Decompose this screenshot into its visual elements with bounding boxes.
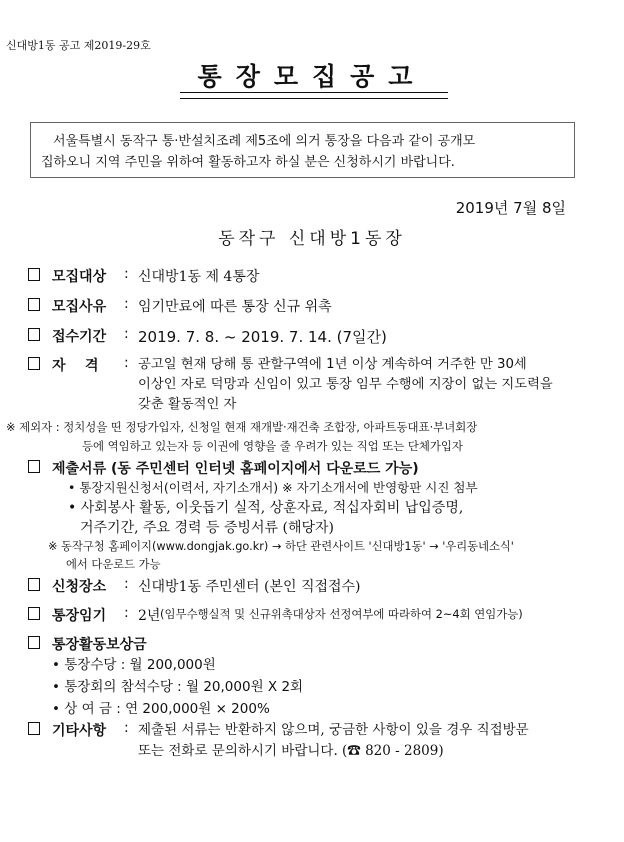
etc-line-2: 또는 전화로 문의하시기 바랍니다. (☎ 820 - 2809)	[138, 743, 444, 759]
item-reason	[28, 296, 598, 316]
colon: :	[124, 266, 129, 282]
item-documents	[28, 458, 598, 572]
item-compensation	[28, 634, 598, 717]
item-label: 모집대상	[52, 269, 107, 285]
qualification-line-2: 이상인 자로 덕망과 신임이 있고 통장 임무 수행에 지장이 없는 지도력을	[138, 377, 553, 392]
item-label: 제출서류 (동 주민센터 인터넷 홈페이지에서 다운로드 가능)	[52, 461, 419, 477]
item-value: 2년	[138, 608, 161, 624]
item-place	[28, 576, 598, 596]
item-value: 임기만료에 따른 통장 신규 위촉	[138, 299, 332, 315]
checkbox-icon	[28, 636, 40, 649]
item-label: 자 격	[52, 358, 99, 374]
compensation-list	[52, 654, 303, 720]
checkbox-icon	[28, 298, 40, 311]
checkbox-icon	[28, 268, 40, 281]
item-label: 신청장소	[52, 579, 107, 595]
issuer: 동작구 신대방1동장	[218, 229, 406, 249]
documents-note	[48, 538, 608, 574]
item-value: 2019. 7. 8. ~ 2019. 7. 14. (7일간)	[138, 328, 387, 346]
etc-text	[138, 720, 529, 762]
item-qualification	[28, 355, 598, 417]
qualification-line-1: 공고일 현재 당해 통 관할구역에 1년 이상 계속하여 거주한 만 30세	[138, 357, 527, 372]
colon: :	[124, 720, 129, 736]
colon: :	[124, 576, 129, 592]
page-title: 통장모집공고	[197, 62, 427, 91]
intro-line-2: 집하오니 지역 주민을 위하여 활동하고자 하실 분은 신청하시기 바랍니다.	[41, 155, 455, 170]
item-label: 접수기간	[52, 329, 107, 345]
title-underline	[180, 92, 448, 99]
item-target	[28, 266, 598, 286]
item-value: 신대방1동 제 4통장	[138, 269, 260, 285]
documents-note-1: ※ 동작구청 홈페이지(www.dongjak.go.kr) → 하단 관련사이트 '신대방1동' → '우리동네소식'	[48, 540, 514, 553]
checkbox-icon	[28, 578, 40, 591]
colon: :	[124, 326, 129, 342]
item-label: 통장활동보상금	[52, 637, 147, 653]
intro-line-1: 서울특별시 동작구 통·반설치조례 제5조에 의거 통장을 다음과 같이 공개모	[53, 134, 476, 149]
colon: :	[124, 355, 129, 371]
compensation-item-2: • 통장회의 참석수당 : 월 20,000원 X 2회	[52, 679, 304, 695]
intro-box	[30, 122, 575, 178]
item-etc	[28, 720, 598, 764]
documents-note-2: 에서 다운로드 가능	[66, 558, 161, 571]
item-period	[28, 326, 598, 346]
checkbox-icon	[28, 607, 40, 620]
document-number: 신대방1동 공고 제2019-29호	[6, 39, 151, 52]
documents-bullet-2: • 사회봉사 활동, 이웃돕기 실적, 상훈자료, 적십자회비 납입증명,	[68, 500, 464, 516]
checkbox-icon	[28, 357, 40, 370]
checkbox-icon	[28, 460, 40, 473]
term-detail: (임무수행실적 및 신규위촉대상자 선정여부에 따라하여 2~4회 연임가능)	[160, 607, 523, 621]
qualification-text	[138, 355, 553, 415]
compensation-item-3: • 상 여 금 : 연 200,000원 × 200%	[52, 701, 270, 717]
item-term	[28, 605, 598, 625]
qualification-line-3: 갖춘 활동적인 자	[138, 397, 237, 412]
compensation-item-1: • 통장수당 : 월 200,000원	[52, 657, 216, 673]
item-label: 통장임기	[52, 608, 107, 624]
item-label: 기타사항	[52, 723, 107, 739]
item-value: 신대방1동 주민센터 (본인 직접접수)	[138, 579, 361, 595]
documents-bullet-2b: 거주기간, 주요 경력 등 증빙서류 (해당자)	[80, 520, 335, 536]
colon: :	[124, 296, 129, 312]
documents-bullet-1: • 통장지원신청서(이력서, 자기소개서) ※ 자기소개서에 반영항판 시진 첨부	[68, 480, 478, 495]
notice-date: 2019년 7월 8일	[455, 199, 566, 217]
checkbox-icon	[28, 328, 40, 341]
exclusion-line-1: ※ 제외자 : 정치성을 띤 정당가입자, 신청일 현재 재개발·재건축 조합장, 아파트동대표·부녀회장	[6, 420, 478, 434]
checkbox-icon	[28, 722, 40, 735]
documents-list	[68, 478, 598, 538]
etc-line-1: 제출된 서류는 반환하지 않으며, 궁금한 사항이 있을 경우 직접방문	[138, 722, 529, 738]
item-label: 모집사유	[52, 299, 107, 315]
exclusion-note	[6, 418, 618, 456]
exclusion-line-2: 등에 역임하고 있는자 등 이권에 영향을 줄 우려가 있는 직업 또는 단체가입자	[82, 439, 463, 453]
colon: :	[124, 605, 129, 621]
